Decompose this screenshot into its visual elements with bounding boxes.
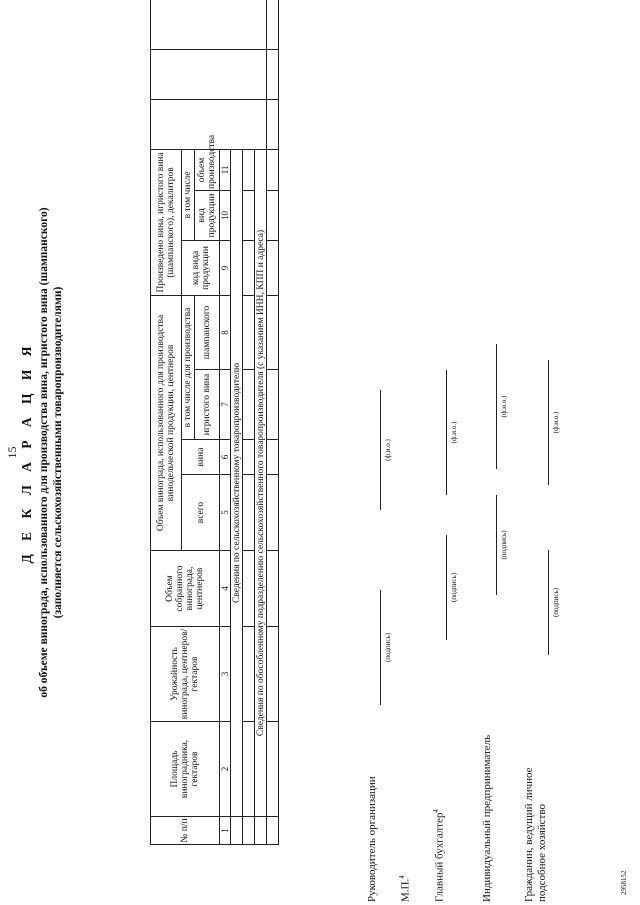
table-cell[interactable] (267, 49, 279, 99)
page-number: 15 (5, 446, 19, 459)
header-including-for: в том числе для производства (182, 295, 195, 439)
table-cell[interactable] (243, 817, 255, 845)
table-cell[interactable] (243, 149, 255, 190)
document-title: Д Е К Л А Р А Ц И Я (19, 341, 34, 564)
header-yield: Урожайность винограда, центнеров/ гектаров (151, 627, 220, 722)
table-cell[interactable] (267, 627, 279, 722)
accountant-signature-line[interactable] (446, 535, 447, 640)
table-cell[interactable] (267, 440, 279, 475)
header-area: Площадь виноградника, гектаров (151, 722, 220, 817)
header-total: всего (182, 475, 220, 551)
col-num: 1 (220, 817, 231, 845)
table-cell[interactable] (243, 475, 255, 551)
table-cell[interactable] (243, 627, 255, 722)
col-num: 11 (220, 149, 231, 190)
head-name-line[interactable] (380, 390, 381, 510)
table-cell[interactable] (267, 722, 279, 817)
subtitle-line-2: (заполняется сельскохозяйственными товаропроизводителями) (52, 286, 64, 619)
accountant-name-line[interactable] (446, 370, 447, 495)
header-number: № п/п (151, 817, 220, 845)
table-cell[interactable] (243, 440, 255, 475)
table-cell[interactable] (267, 149, 279, 190)
entrepreneur-label: Индивидуальный предприниматель (481, 734, 493, 902)
header-used-group: Объем винограда, использованного для производства винодельческой продукции, центнеров (151, 295, 182, 550)
table-cell[interactable] (243, 190, 255, 240)
col-num: 2 (220, 722, 231, 817)
name-caption: (ф.и.о.) (552, 411, 560, 434)
subtitle-line-1: об объеме винограда, использованного для производства вина, игристого вина (шампанского) (38, 207, 50, 698)
head-signature-line[interactable] (380, 590, 381, 705)
table-cell[interactable] (267, 99, 279, 149)
signature-caption: (подпись) (384, 632, 392, 663)
header-product-code: код вида продукции (182, 240, 220, 295)
document-code: 2958152 (620, 870, 628, 895)
col-num: 5 (220, 475, 231, 551)
header-harvested: Объем собранного винограда, центнеров (151, 551, 220, 627)
col-num: 7 (220, 370, 231, 440)
stamp-label: М.П.$^4$ (398, 875, 412, 902)
blank-cell (231, 817, 243, 845)
name-caption: (ф.и.о.) (450, 421, 458, 444)
section-subdivision-info: Сведения по обособленному подразделению сельскохозяйственного товаропроизводителя (с указанием ИНН, КПП и адреса) (255, 149, 267, 816)
table-cell[interactable] (243, 370, 255, 440)
header-production-volume: объем производства (195, 149, 220, 190)
signature-caption: (подпись) (552, 587, 560, 618)
citizen-label: Гражданин, ведущий личное подсобное хозяйство (523, 767, 548, 902)
citizen-signature-line[interactable] (548, 550, 549, 655)
table-cell[interactable] (267, 0, 279, 49)
header-champagne: шампанского (195, 295, 220, 369)
table-cell[interactable] (267, 551, 279, 627)
blank-cell (255, 817, 267, 845)
signature-caption: (подпись) (450, 572, 458, 603)
head-of-organization-label: Руководитель организации (366, 776, 378, 902)
col-num: 10 (220, 190, 231, 240)
table-cell[interactable] (267, 817, 279, 845)
declaration-table (150, 0, 279, 845)
signature-caption: (подпись) (500, 530, 508, 560)
header-row-1 (151, 0, 182, 845)
table-cell[interactable] (243, 240, 255, 295)
table-cell[interactable] (267, 370, 279, 440)
col-num: 8 (220, 295, 231, 369)
citizen-name-line[interactable] (548, 360, 549, 485)
col-num: 9 (220, 240, 231, 295)
entrepreneur-name-line[interactable] (496, 344, 497, 469)
table-cell[interactable] (243, 295, 255, 369)
col-num: 6 (220, 440, 231, 475)
header-produced-group: Произведено вина, игристого вина (шампанского), декалитров (151, 149, 182, 295)
name-caption: (ф.и.о.) (384, 439, 392, 461)
table-cell[interactable] (267, 240, 279, 295)
table-row (267, 0, 279, 845)
table-cell[interactable] (267, 190, 279, 240)
col-num: 4 (220, 551, 231, 627)
table-cell[interactable] (267, 475, 279, 551)
table-cell[interactable] (267, 295, 279, 369)
col-num: 3 (220, 627, 231, 722)
entrepreneur-signature-line[interactable] (496, 495, 497, 595)
header-sparkling: игристого вина (195, 370, 220, 440)
section-farmer-info: Сведения по сельскохозяйственному товаропроизводителю (231, 149, 243, 816)
name-caption: (ф.и.о.) (500, 395, 508, 418)
table-cell[interactable] (243, 551, 255, 627)
document-subtitle (37, 0, 65, 905)
extra-col-14 (151, 0, 267, 49)
header-product-type: вид продукции (195, 190, 220, 240)
header-wine: вина (182, 440, 220, 475)
header-including: в том числе (182, 149, 195, 240)
chief-accountant-label: Главный бухгалтер$^4$ (432, 809, 446, 902)
table-cell[interactable] (243, 722, 255, 817)
extra-col-13 (151, 49, 267, 99)
